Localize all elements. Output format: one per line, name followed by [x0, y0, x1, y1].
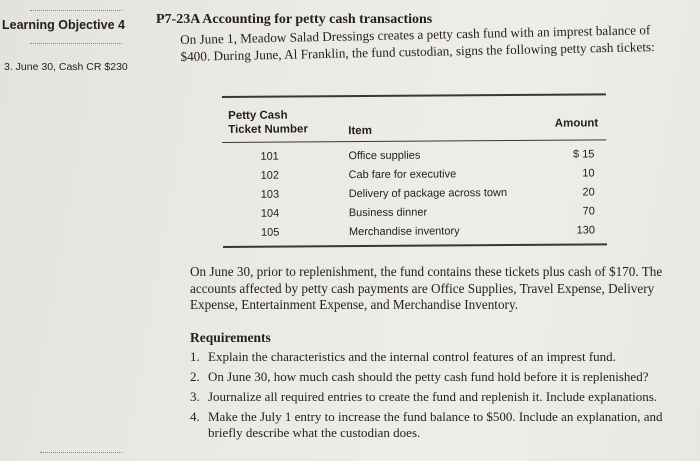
requirement-item [190, 409, 680, 441]
ticket-number: 104 [260, 207, 280, 220]
item-amount: 130 [576, 224, 595, 237]
item-amount: 70 [582, 205, 595, 218]
requirement-text: Make the July 1 entry to increase the fund balance to $500. Include an explanation, and briefly describe what the custodian does. [208, 409, 663, 440]
requirement-number: 3. [190, 389, 200, 404]
requirements-list [190, 349, 680, 445]
requirements-heading: Requirements [190, 330, 271, 345]
header-amount: Amount [554, 117, 599, 130]
table-row [223, 167, 607, 188]
ticket-number: 102 [260, 169, 279, 182]
requirement-text: Explain the characteristics and the internal control features of an imprest fund. [208, 349, 616, 364]
problem-title: P7-23A Accounting for petty cash transactions [156, 12, 433, 27]
requirement-text: On June 30, how much cash should the petty cash fund hold before it is replenished? [208, 369, 649, 384]
item-description: Office supplies [348, 149, 421, 163]
ticket-number: 101 [260, 150, 279, 163]
ticket-number: 103 [260, 188, 280, 201]
table-top-rule [222, 93, 606, 97]
requirement-text: Journalize all required entries to create the fund and replenish it. Include explanations. [208, 389, 658, 404]
margin-rule-bottom [40, 452, 122, 453]
margin-rule-mid [30, 43, 122, 44]
table-row [223, 186, 607, 207]
header-item: Item [348, 124, 372, 138]
item-amount: 20 [582, 186, 595, 199]
requirement-number: 2. [190, 369, 200, 384]
table-row [222, 148, 606, 169]
requirement-number: 1. [190, 349, 200, 364]
table-row [223, 205, 607, 226]
margin-rule-top [30, 10, 122, 11]
table-header-rule [222, 139, 606, 143]
requirement-number: 4. [190, 409, 200, 424]
ticket-number: 105 [260, 226, 280, 239]
header-ticket-line2: Ticket Number [228, 123, 308, 136]
header-ticket-line1: Petty Cash [228, 109, 288, 122]
fund-paragraph: On June 30, prior to replenishment, the fund contains these tickets plus cash of $170. The accounts affected by petty cash payments are Office Supplies, Travel Expense, Delivery Expense, Entertainment Expense, and Merchandise Inventory. [190, 264, 663, 312]
learning-objective-label: Learning Objective 4 [2, 18, 125, 32]
item-description: Delivery of package across town [348, 187, 508, 201]
check-answer: 3. June 30, Cash CR $230 [4, 61, 128, 73]
item-description: Merchandise inventory [348, 225, 460, 239]
item-description: Business dinner [348, 206, 428, 220]
requirement-item [190, 349, 680, 365]
item-amount: 10 [582, 167, 595, 180]
problem-intro: On June 1, Meadow Salad Dressings creates a petty cash fund with an imprest balance of $400. During June, Al Franklin, the fund custodian, signs the following petty cash tickets: [180, 22, 655, 64]
item-amount: $ 15 [572, 148, 595, 161]
requirement-item [190, 389, 680, 405]
petty-cash-table [222, 93, 607, 248]
table-row [223, 224, 607, 245]
item-description: Cab fare for executive [348, 168, 457, 182]
requirement-item [190, 369, 680, 385]
